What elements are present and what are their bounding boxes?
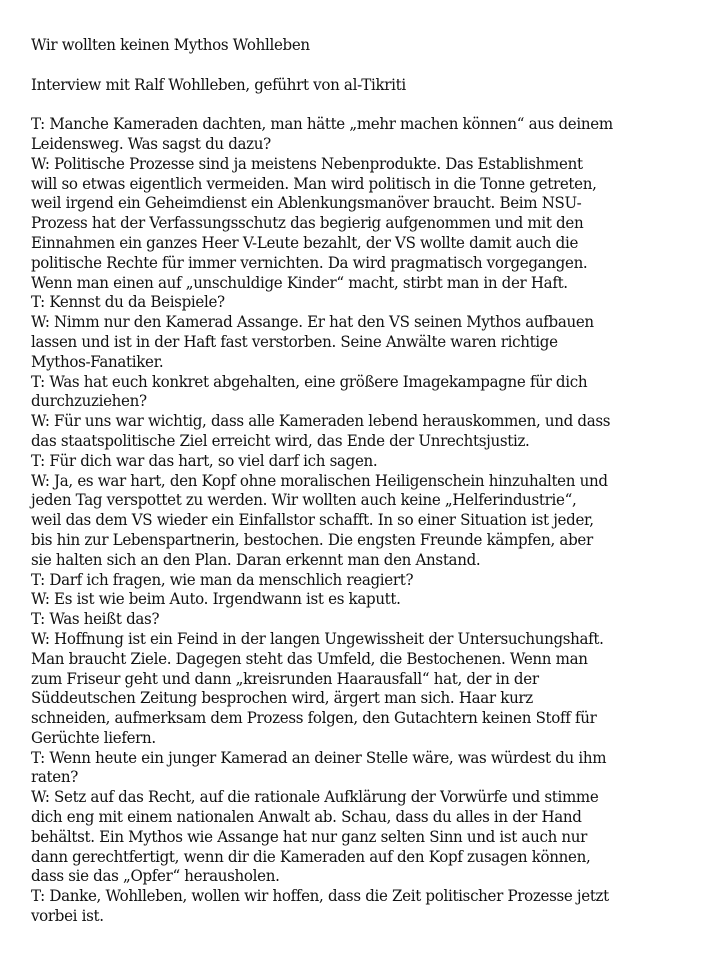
text-line: W: Für uns war wichtig, dass alle Kameraden lebend herauskommen, und dass (31, 411, 611, 431)
text-line: behältst. Ein Mythos wie Assange hat nur ganz selten Sinn und ist auch nur (31, 826, 588, 846)
text-line: durchzuziehen? (31, 391, 147, 411)
interview-question (31, 451, 673, 471)
text-line: dich eng mit einem nationalen Anwalt ab. Schau, dass du alles in der Hand (31, 807, 582, 827)
spacer (31, 94, 673, 114)
text-line: das staatspolitische Ziel erreicht wird, das Ende der Unrechtsjustiz. (31, 430, 530, 450)
text-line: Wenn man einen auf „unschuldige Kinder“ macht, stirbt man in der Haft. (31, 272, 568, 292)
text-line: dann gerechtfertigt, wenn dir die Kameraden auf den Kopf zusagen können, (31, 846, 591, 866)
text-line: T: Danke, Wohlleben, wollen wir hoffen, dass die Zeit politischer Prozesse jetzt (31, 886, 609, 906)
text-line: lassen und ist in der Haft fast verstorben. Seine Anwälte waren richtige (31, 331, 558, 351)
interview-question (31, 114, 673, 154)
text-line: zum Friseur geht und dann „kreisrunden Haarausfall“ hat, der in der (31, 668, 539, 688)
text-line: W: Hoffnung ist ein Feind in der langen Ungewissheit der Untersuchungshaft. (31, 628, 604, 648)
text-line: T: Kennst du da Beispiele? (31, 292, 225, 312)
interview-answer (31, 589, 673, 609)
text-line: jeden Tag verspottet zu werden. Wir wollten auch keine „Helferindustrie“, (31, 490, 577, 510)
text-line: politische Rechte für immer vernichten. Da wird pragmatisch vorgegangen. (31, 252, 588, 272)
text-line: Leidensweg. Was sagst du dazu? (31, 133, 271, 153)
text-line: Süddeutschen Zeitung besprochen wird, ärgert man sich. Haar kurz (31, 688, 533, 708)
text-line: W: Setz auf das Recht, auf die rationale Aufklärung der Vorwürfe und stimme (31, 787, 599, 807)
text-line: W: Es ist wie beim Auto. Irgendwann ist es kaputt. (31, 589, 401, 609)
text-line: Prozess hat der Verfassungsschutz das begierig aufgenommen und mit den (31, 213, 584, 233)
text-line: dass sie das „Opfer“ herausholen. (31, 866, 280, 886)
text-line: T: Für dich war das hart, so viel darf ich sagen. (31, 450, 378, 470)
interview-question (31, 609, 673, 629)
text-line: sie halten sich an den Plan. Daran erkennt man den Anstand. (31, 549, 481, 569)
text-line: Gerüchte liefern. (31, 727, 156, 747)
text-line: Einnahmen ein ganzes Heer V-Leute bezahlt, der VS wollte damit auch die (31, 232, 579, 252)
interview-answer (31, 787, 673, 886)
interview-answer (31, 629, 673, 748)
text-line: T: Was heißt das? (31, 609, 160, 629)
text-line: schneiden, aufmerksam dem Prozess folgen, den Gutachtern keinen Stoff für (31, 708, 597, 728)
text-line: T: Darf ich fragen, wie man da menschlich reagiert? (31, 569, 414, 589)
document-subtitle: Interview mit Ralf Wohlleben, geführt von al-Tikriti (31, 74, 406, 94)
text-line: will so etwas eigentlich vermeiden. Man wird politisch in die Tonne getreten, (31, 173, 597, 193)
text-line: weil irgend ein Geheimdienst ein Ablenkungsmanöver braucht. Beim NSU- (31, 193, 582, 213)
interview-body (31, 114, 673, 926)
text-line: T: Wenn heute ein junger Kamerad an deiner Stelle wäre, was würdest du ihm (31, 747, 607, 767)
interview-answer (31, 411, 673, 451)
text-line: T: Manche Kameraden dachten, man hätte „mehr machen können“ aus deinem (31, 114, 613, 134)
interview-answer (31, 154, 673, 293)
interview-answer (31, 471, 673, 570)
spacer (31, 55, 673, 75)
text-line: W: Nimm nur den Kamerad Assange. Er hat den VS seinen Mythos aufbauen (31, 312, 594, 332)
interview-question (31, 570, 673, 590)
text-line: T: Was hat euch konkret abgehalten, eine größere Imagekampagne für dich (31, 371, 588, 391)
text-line: raten? (31, 767, 78, 787)
text-line: W: Politische Prozesse sind ja meistens Nebenprodukte. Das Establishment (31, 153, 583, 173)
document-title: Wir wollten keinen Mythos Wohlleben (31, 35, 310, 54)
text-line: Mythos-Fanatiker. (31, 351, 164, 371)
interview-question (31, 292, 673, 312)
document-page (31, 35, 673, 926)
text-line: vorbei ist. (31, 906, 104, 926)
text-line: bis hin zur Lebenspartnerin, bestochen. Die engsten Freunde kämpfen, aber (31, 529, 593, 549)
text-line: W: Ja, es war hart, den Kopf ohne moralischen Heiligenschein hinzuhalten und (31, 470, 608, 490)
interview-question (31, 886, 673, 926)
interview-question (31, 372, 673, 412)
interview-question (31, 748, 673, 788)
interview-answer (31, 312, 673, 371)
text-line: weil das dem VS wieder ein Einfallstor schafft. In so einer Situation ist jeder, (31, 510, 594, 530)
text-line: Man braucht Ziele. Dagegen steht das Umfeld, die Bestochenen. Wenn man (31, 648, 588, 668)
